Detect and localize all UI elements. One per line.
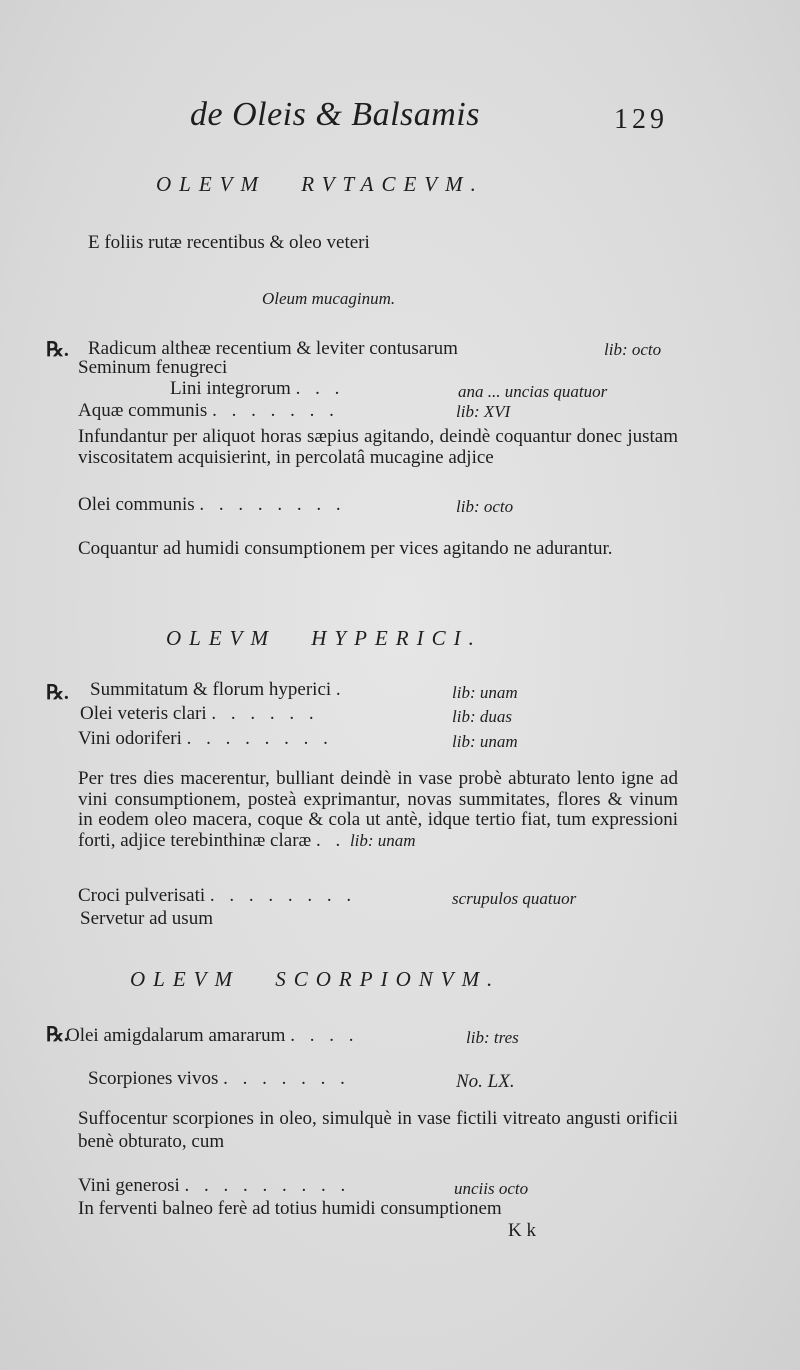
leader-dots: . . . . . . . . .	[184, 1175, 351, 1196]
ingredient-line	[78, 357, 227, 378]
rutaceum-instructions: Infundantur per aliquot horas sæpius agitando, deindè coquantur donec justam viscositatem acquisierint, in percolatâ mucagine adjice	[78, 426, 678, 468]
ingredient-text: Radicum altheæ recentium & leviter contusarum	[88, 338, 458, 359]
section-title-scorpionum: OLEVM SCORPIONVM.	[130, 967, 501, 991]
leader-dots: . . . . . . .	[223, 1068, 350, 1089]
ingredient-line	[78, 400, 339, 421]
recipe-symbol-1: ℞.	[46, 339, 69, 361]
ingredient-amount: No. LX.	[456, 1071, 515, 1092]
rutaceum-subtitle: Oleum mucaginum.	[262, 289, 396, 308]
recipe-symbol-3: ℞.	[46, 1024, 69, 1046]
ingredient-text: Scorpiones vivos	[88, 1068, 219, 1089]
ingredient-amount: lib: XVI	[456, 402, 511, 421]
ingredient-text: Vini odoriferi	[78, 728, 182, 749]
ingredient-line	[78, 885, 356, 906]
ingredient-text: Summitatum & florum hyperici	[90, 679, 332, 700]
leader-dots: . . . .	[290, 1025, 359, 1046]
ingredient-line	[88, 338, 458, 359]
leader-dots: . .	[315, 829, 346, 851]
rutaceum-closing: Coquantur ad humidi consumptionem per vices agitando ne adurantur.	[78, 538, 613, 559]
section-title-hyperici: OLEVM HYPERICI.	[166, 626, 482, 650]
ingredient-line	[80, 703, 319, 724]
leader-dots: . . . . . .	[211, 703, 319, 724]
ingredient-text: Lini integrorum	[170, 378, 291, 399]
ingredient-amount: ana ... uncias quatuor	[458, 382, 608, 401]
leader-dots: . . . . . . . .	[199, 494, 346, 515]
leader-dots: . . .	[295, 378, 345, 399]
scorpionum-instructions: Suffocentur scorpiones in oleo, simulquè in vase fictili vitreato angusti orificii benè obturato, cum	[78, 1108, 678, 1152]
ingredient-line	[88, 1068, 350, 1089]
ingredient-amount: lib: octo	[456, 497, 514, 516]
ingredient-amount: lib: unam	[452, 683, 518, 702]
ingredient-line	[66, 1025, 358, 1046]
ingredient-amount: lib: octo	[604, 340, 662, 359]
scorpionum-last-line: In ferventi balneo ferè ad totius humidi consumptionem	[78, 1198, 502, 1219]
hyperici-servetur: Servetur ad usum	[80, 908, 213, 929]
ingredient-text: Croci pulverisati	[78, 885, 206, 906]
page-number: 129	[614, 104, 668, 135]
ingredient-amount: scrupulos quatuor	[452, 889, 577, 908]
ingredient-amount: lib: unam	[349, 830, 416, 850]
ingredient-line	[78, 728, 333, 749]
ingredient-line	[78, 1175, 350, 1196]
ingredient-text: Olei veteris clari	[80, 703, 207, 724]
signature-mark: K k	[508, 1220, 536, 1241]
hyperici-instructions-text: Per tres dies macerentur, bulliant deindè in vase probè abturato lento igne ad vini consumptionem, posteà exprimantur, novas summitates, flores & vinum in eodem oleo macera, coque & cola ut antè, idque tertio fiat, tum expressioni forti, adjice terebinthinæ claræ	[78, 768, 678, 851]
ingredient-amount: lib: unam	[452, 732, 518, 751]
section-title-rutaceum: OLEVM RVTACEVM.	[156, 172, 484, 196]
recipe-symbol-2: ℞.	[46, 682, 69, 704]
ingredient-line	[170, 378, 344, 399]
leader-dots: . . . . . . . .	[186, 728, 333, 749]
leader-dots: . . . . . . . .	[209, 885, 357, 906]
ingredient-amount: lib: duas	[452, 707, 512, 726]
ingredient-amount: lib: tres	[466, 1028, 519, 1047]
leader-dots: .	[335, 679, 346, 700]
rutaceum-intro: E foliis rutæ recentibus & oleo veteri	[88, 232, 370, 253]
leader-dots: . . . . . . .	[212, 400, 339, 421]
ingredient-line	[90, 679, 346, 700]
running-header-title: de Oleis & Balsamis	[190, 96, 480, 133]
ingredient-text: Seminum fenugreci	[78, 357, 228, 378]
ingredient-text: Olei amigdalarum amararum	[66, 1025, 286, 1046]
ingredient-amount: unciis octo	[454, 1179, 529, 1198]
ingredient-line	[78, 494, 346, 515]
ingredient-text: Olei communis	[78, 494, 195, 515]
hyperici-instructions	[78, 769, 678, 851]
ingredient-text: Aquæ communis	[78, 400, 208, 421]
ingredient-text: Vini generosi	[78, 1175, 180, 1196]
